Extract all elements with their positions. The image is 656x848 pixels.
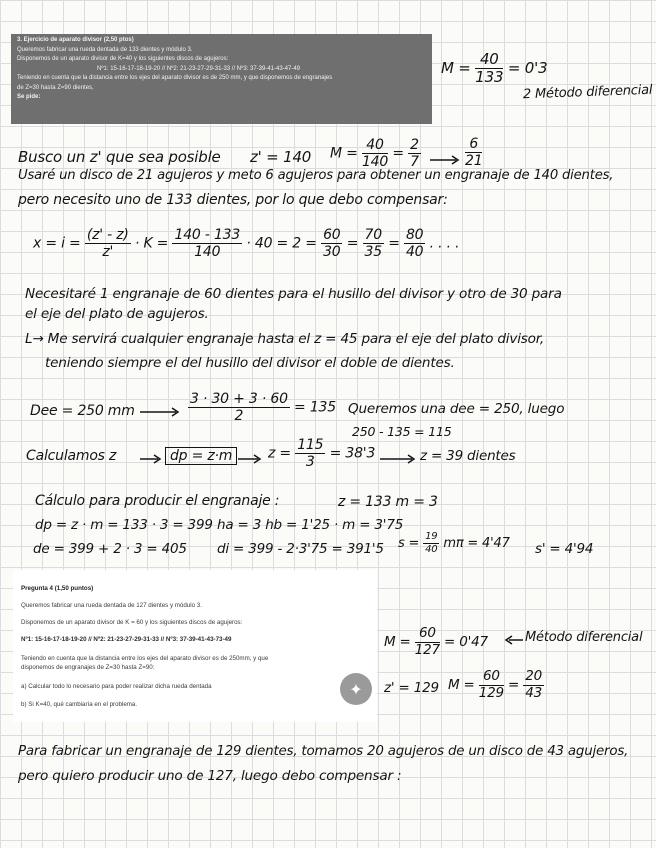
- fraction: $\frac{(z' - z)}{z'}$: [86, 227, 129, 260]
- dee-formula: $\frac{3 \cdot 30 + 3 \cdot 60}{2}$ = 135: [190, 391, 336, 424]
- arrow-icon: [140, 455, 162, 463]
- statement-line: Nº1: 15-16-17-18-19-20 // Nº2: 21-23-27-29-31-33 // Nº3: 37-39-41-43-73-49: [21, 636, 232, 643]
- statement-line: b) Si K=40, qué cambiaría en el problema.: [21, 701, 138, 708]
- arrow-icon: [140, 408, 180, 416]
- q4-ratio-2: M = $\frac{60}{129}$ = $\frac{20}{43}$: [448, 668, 543, 701]
- fraction: $\frac{115}{3}$: [297, 437, 324, 470]
- statement-line: Queremos fabricar una rueda dentada de 133 dientes y módulo 3.: [17, 46, 193, 53]
- note-line: Busco un z' que sea posible: [18, 148, 221, 166]
- question-4-statement: [13, 570, 377, 722]
- statement-line: Queremos fabricar una rueda dentada de 127 dientes y módulo 3.: [21, 602, 202, 609]
- exercise-3-statement: [11, 34, 432, 124]
- statement-line: Se pide:: [17, 94, 41, 100]
- s-calc: s = $\frac{19}{40}$ mπ = 4'47: [398, 531, 510, 555]
- q4-zprime: z' = 129: [384, 680, 439, 696]
- ratio-result: = 0'3: [507, 59, 548, 77]
- fraction: $\frac{140 - 133}{140}$: [174, 227, 241, 260]
- note-line: de = 399 + 2 · 3 = 405: [33, 541, 187, 557]
- fraction: $\frac{60}{30}$: [323, 227, 341, 260]
- arrow-icon: [380, 455, 416, 463]
- note-line: Usaré un disco de 21 agujeros y meto 6 agujeros para obtener un engranaje de 140 dientes,: [18, 168, 614, 183]
- arrow-icon: [505, 636, 523, 644]
- z-result: z = 39 dientes: [420, 448, 516, 464]
- fraction: $\frac{80}{40}$: [405, 227, 424, 260]
- note-line: Cálculo para producir el engranaje :: [35, 493, 280, 509]
- statement-line: de Z=30 hasta Z=90 dientes,: [17, 84, 94, 91]
- note-line: di = 399 - 2·3'75 = 391'5: [217, 541, 384, 557]
- statement-line: Teniendo en cuenta que la distancia entre los ejes del aparato divisor es de 250 mm, y que disponemos de engranajes: [17, 75, 333, 81]
- note-line: el eje del plato de agujeros.: [25, 306, 209, 322]
- note-line: teniendo siempre el del husillo del divisor el doble de dientes.: [45, 355, 455, 371]
- statement-line: Teniendo en cuenta que la distancia entre los ejes del aparato divisor es de 250mm, y que: [21, 655, 269, 662]
- arrow-icon: [238, 455, 262, 463]
- note-line: Queremos una dee = 250, luego: [348, 401, 565, 417]
- z-calc: z = $\frac{115}{3}$ = 38'3: [268, 437, 376, 470]
- dee-value: Dee = 250 mm: [30, 403, 135, 419]
- ratio-lhs: M =: [441, 59, 471, 77]
- note-line: dp = z · m = 133 · 3 = 399: [35, 517, 213, 533]
- question-title: Pregunta 4 (1,50 puntos): [21, 585, 94, 592]
- note-line: pero necesito uno de 133 dientes, por lo que debo compensar:: [18, 192, 448, 208]
- note-line: Calculamos z: [26, 448, 117, 464]
- note-line: ha = 3 hb = 1'25 · m = 3'75: [217, 517, 404, 533]
- note-line: z = 133 m = 3: [338, 494, 438, 510]
- fraction: $\frac{20}{43}$: [525, 668, 543, 701]
- boxed-formula: dp = z·m: [165, 447, 237, 465]
- arrow-icon: [430, 156, 460, 164]
- statement-line: Disponemos de un aparato divisor de K=40 y los siguientes discos de agujeros:: [17, 56, 229, 62]
- note-line: L→ Me servirá cualquier engranaje hasta el z = 45 para el eje del plato divisor,: [25, 331, 545, 347]
- fraction: $\frac{60}{129}$: [478, 668, 504, 701]
- statement-line: Nº1: 15-16-17-18-19-20 // Nº2: 21-23-27-29-31-33 // Nº3: 37-39-41-43-47-49: [97, 65, 301, 72]
- note-ratio: M = $\frac{40}{140}$ = $\frac{2}{7}$: [330, 137, 419, 170]
- note-ratio-result: [465, 137, 482, 168]
- statement-line: a) Calcular todo lo necesario para poder realizar dicha rueda dentada: [21, 683, 212, 690]
- fraction: $\frac{3 \cdot 30 + 3 \cdot 60}{2}$: [190, 391, 288, 424]
- method-label: Método diferencial: [525, 630, 643, 645]
- note-line: Para fabricar un engranaje de 129 dientes, tomamos 20 agujeros de un disco de 43 agujeros,: [18, 744, 629, 759]
- note-zprime: z' = 140: [250, 148, 312, 166]
- fraction: $\frac{60}{127}$: [414, 625, 440, 658]
- formula-row: x = i = $\frac{(z' - z)}{z'}$ · K = $\frac{140 - 133}{140}$ · 40 = 2 = $\frac{60}{30}$ = $\frac{70}{35}$ = $\frac{80}{40}$ . . . .: [33, 227, 460, 260]
- exercise-title: 3. Ejercicio de aparato divisor (2,50 ptos): [17, 37, 134, 43]
- statement-line: disponemos de engranajes de Z=30 hasta Z=90:: [21, 664, 155, 671]
- top-right-ratio: [441, 52, 547, 85]
- note-line: Necesitaré 1 engranaje de 60 dientes para el husillo del divisor y otro de 30 para: [25, 286, 562, 302]
- note-line: pero quiero producir uno de 127, luego debo compensar :: [18, 768, 402, 784]
- fraction: $\frac{70}{35}$: [364, 227, 382, 260]
- q4-ratio: M = $\frac{60}{127}$ = 0'47: [384, 625, 488, 658]
- fraction: $\frac{40}{140}$: [361, 137, 389, 170]
- fraction: $\frac{2}{7}$: [410, 137, 419, 170]
- method-label: 2 Método diferencial: [522, 82, 653, 103]
- fraction: $\frac{19}{40}$: [425, 531, 438, 555]
- fraction: $\frac{6}{21}$: [465, 136, 483, 169]
- fraction: $\frac{40}{133}$: [475, 50, 504, 86]
- sparkle-icon[interactable]: ✦: [340, 673, 372, 705]
- note-line: 250 - 135 = 115: [352, 424, 452, 439]
- note-line: s' = 4'94: [535, 541, 594, 557]
- statement-line: Disponemos de un aparato divisor de K = 60 y los siguientes discos de agujeros:: [21, 619, 243, 626]
